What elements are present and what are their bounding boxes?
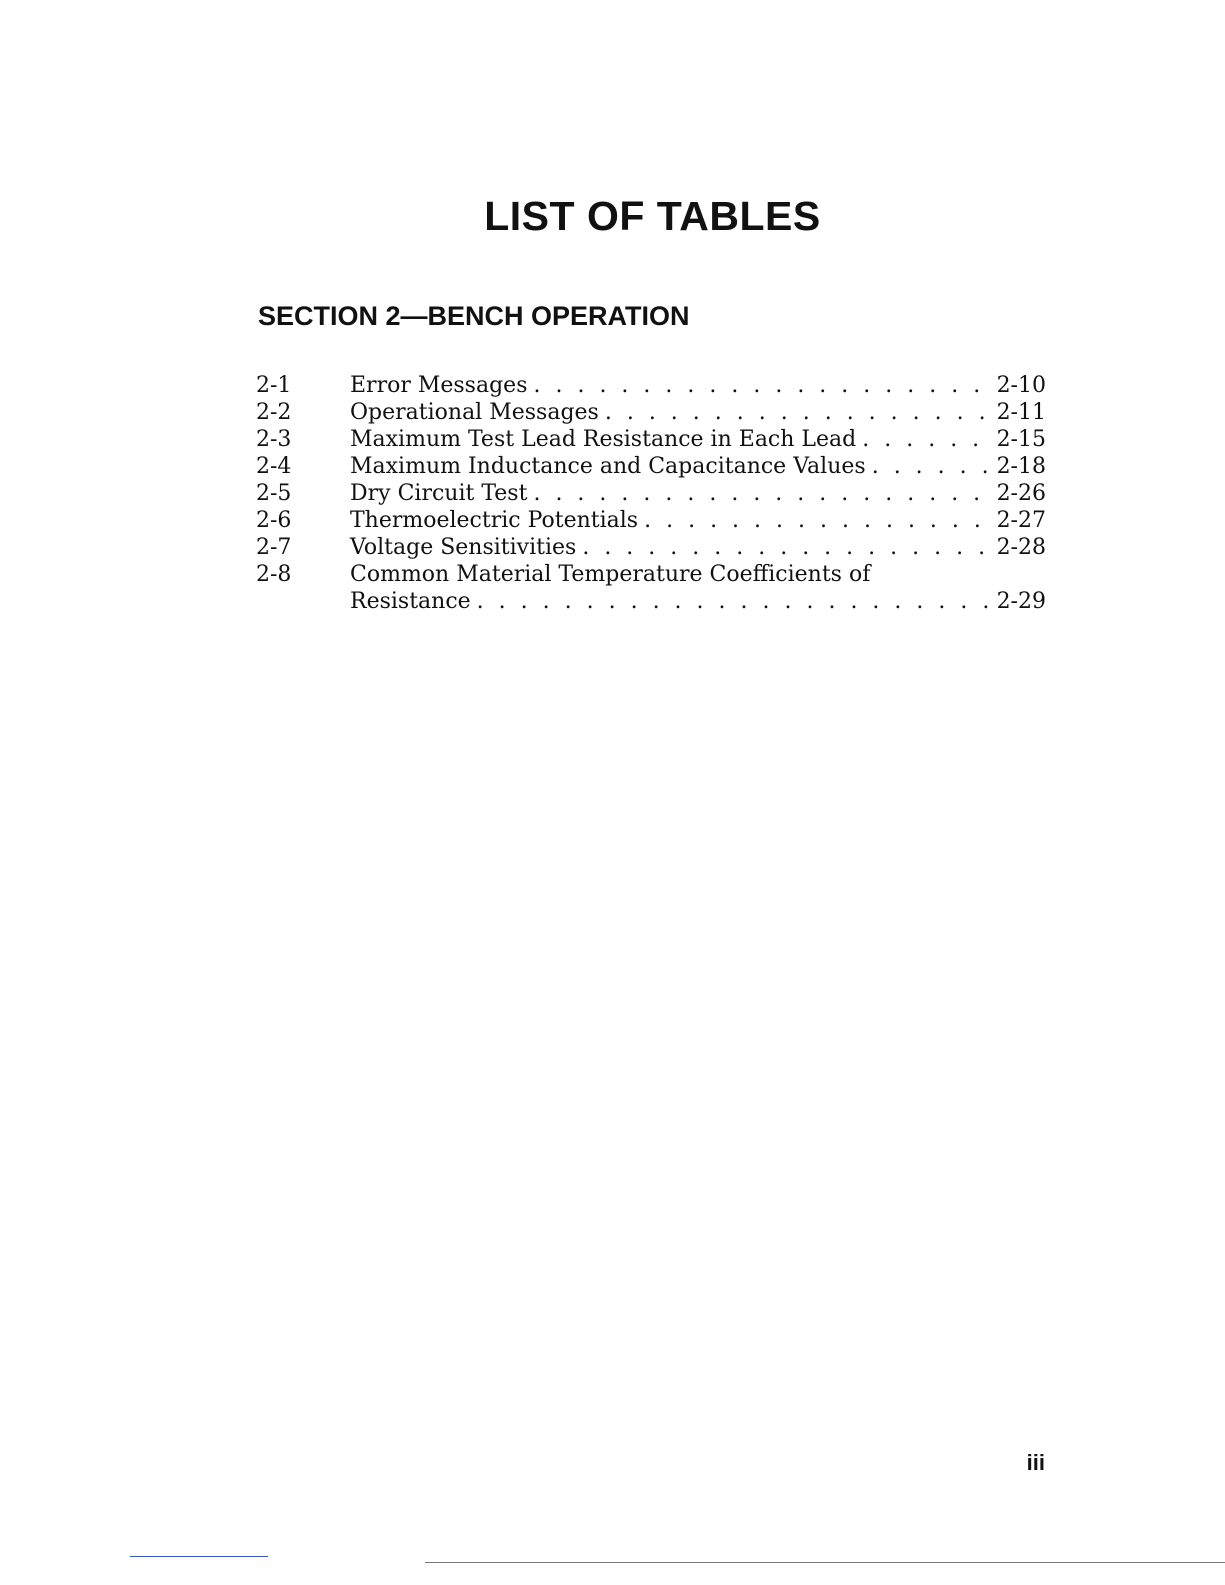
table-number: 2-3 <box>256 427 292 452</box>
table-page: 2-15 <box>996 427 1046 452</box>
table-number: 2-6 <box>256 508 292 533</box>
table-number: 2-5 <box>256 481 292 506</box>
table-number: 2-4 <box>256 454 292 479</box>
table-title: Operational Messages <box>350 400 599 425</box>
dot-leader <box>533 372 990 399</box>
table-entry-2-4[interactable] <box>256 453 1046 480</box>
table-entry-2-2[interactable] <box>256 399 1046 426</box>
table-entry-2-6[interactable] <box>256 507 1046 534</box>
dot-leader <box>533 480 990 507</box>
table-number: 2-1 <box>256 373 292 398</box>
table-page: 2-29 <box>996 589 1046 614</box>
table-entry-2-3[interactable] <box>256 426 1046 453</box>
table-title-line1: Common Material Temperature Coefficients of <box>350 562 871 587</box>
table-page: 2-26 <box>996 481 1046 506</box>
table-page: 2-28 <box>996 535 1046 560</box>
dot-leader <box>582 534 990 561</box>
table-page: 2-11 <box>996 400 1046 425</box>
dot-leader <box>605 399 991 426</box>
dot-leader <box>477 588 991 615</box>
footer-rule-left <box>130 1556 268 1557</box>
table-title: Voltage Sensitivities <box>350 535 577 560</box>
table-page: 2-27 <box>996 508 1046 533</box>
table-number: 2-7 <box>256 535 292 560</box>
table-title: Dry Circuit Test <box>350 481 528 506</box>
page-title: LIST OF TABLES <box>484 193 821 239</box>
footer-rule-right <box>425 1562 1225 1563</box>
dot-leader <box>644 507 990 534</box>
table-page: 2-10 <box>996 373 1046 398</box>
table-title: Thermoelectric Potentials <box>350 508 639 533</box>
table-title-line2: Resistance <box>350 589 471 614</box>
table-entry-2-1[interactable] <box>256 372 1046 399</box>
table-entry-2-7[interactable] <box>256 534 1046 561</box>
table-number: 2-2 <box>256 400 292 425</box>
table-entry-2-5[interactable] <box>256 480 1046 507</box>
section-heading: SECTION 2—BENCH OPERATION <box>258 301 690 331</box>
table-list <box>256 372 1046 615</box>
table-title: Maximum Test Lead Resistance in Each Lead <box>350 427 857 452</box>
table-title: Maximum Inductance and Capacitance Values <box>350 454 866 479</box>
table-title: Error Messages <box>350 373 528 398</box>
table-page: 2-18 <box>996 454 1046 479</box>
page-number: iii <box>1026 1450 1045 1475</box>
table-entry-2-8[interactable] <box>256 561 1046 615</box>
dot-leader <box>862 426 990 453</box>
dot-leader <box>872 453 991 480</box>
table-number: 2-8 <box>256 562 292 587</box>
